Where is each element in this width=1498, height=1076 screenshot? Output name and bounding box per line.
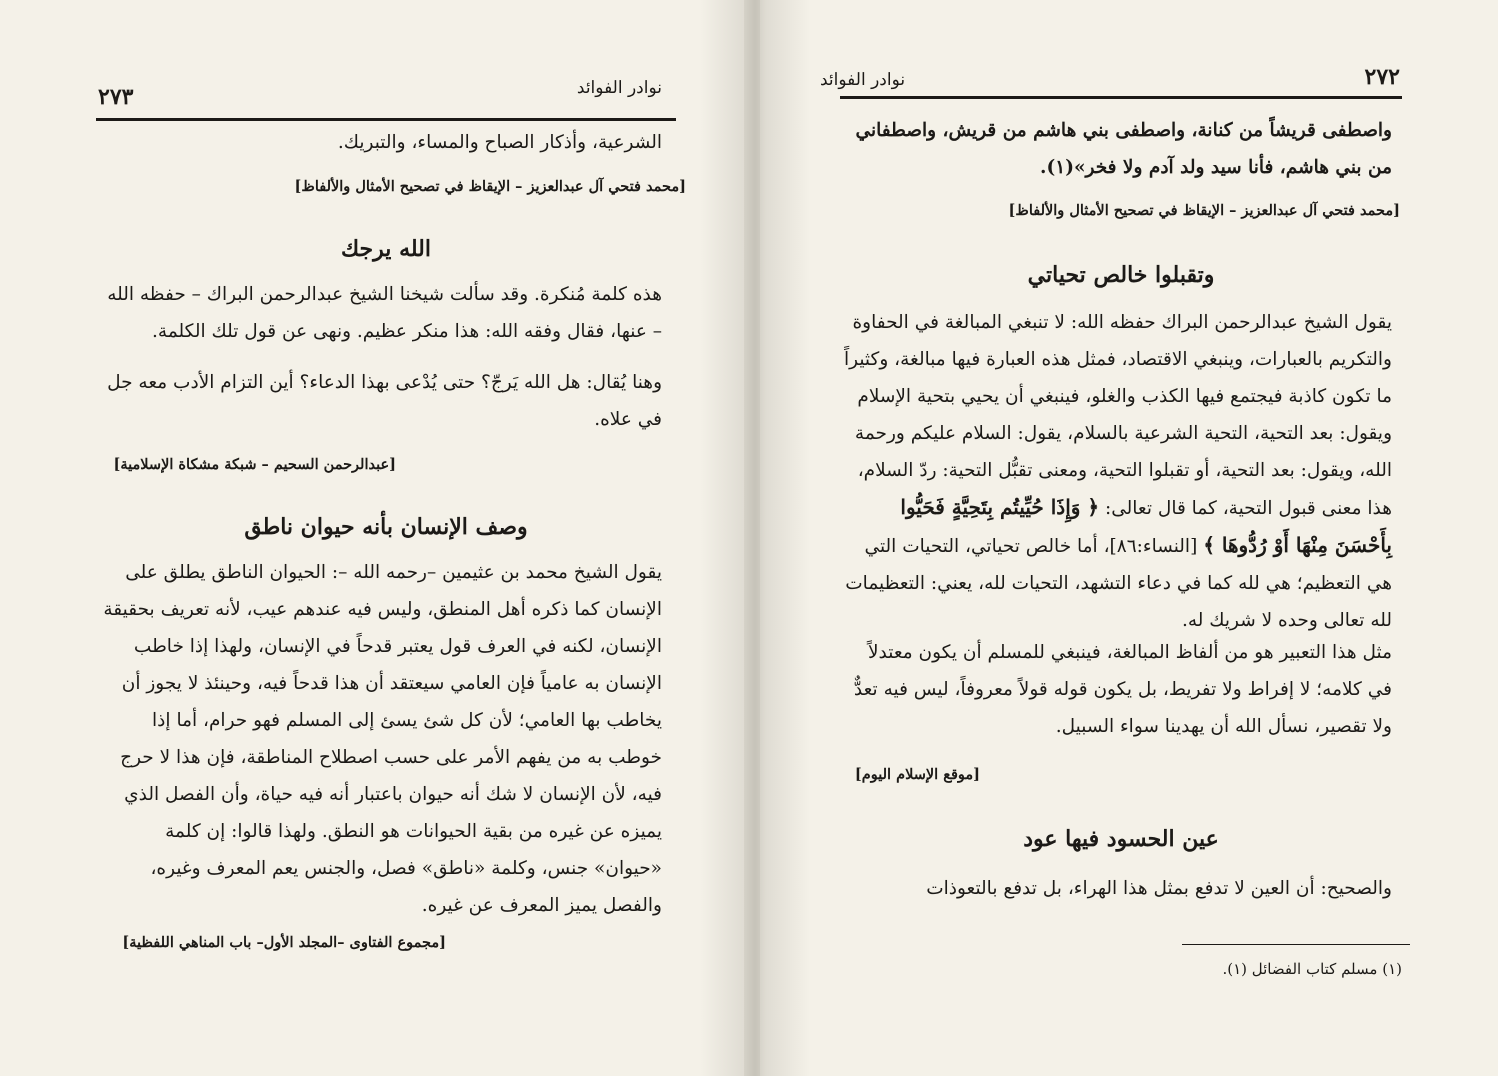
page-number: ٢٧٣ xyxy=(98,84,134,110)
running-header: نوادر الفوائد xyxy=(820,70,906,90)
paragraph: يقول الشيخ محمد بن عثيمين –رحمه الله –: الحيوان الناطق يطلق على الإنسان كما ذكره أهل المنطق، وليس فيه عندهم عيب، لأنه تعريف بحقيقة الإنسان، لكنه في العرف قول يعتبر قدحاً في الإنسان، ولهذا إذا خاطب الإنسان به عامياً فإن العامي سيعتقد أن هذا قدحاً فيه، وحينئذ لا يجوز أن يخاطب بها العامي؛ لأن كل شئ يسئ إلى المسلم فهو حرام، أما إذا خوطب به من يفهم الأمر على حسب اصطلاح المناطقة، فإن هذا لا حرج فيه، لأن الإنسان لا شك أنه حيوان باعتبار أنه فيه حياة، وأن الفصل الذي يميزه عن غيره من بقية الحيوانات هو النطق. ولهذا قالوا: إن كلمة «حيوان» جنس، وكلمة «ناطق» فصل، والجنس يعم المعرف وغيره، والفصل يميز المعرف عن غيره. xyxy=(103,562,662,916)
paragraph-text: [النساء:٨٦]، أما خالص تحياتي، التحيات التي هي التعظيم؛ هي لله كما في دعاء التشهد، التحيات لله، يعني: التعظيمات لله تعالى وحده لا شريك له. xyxy=(845,536,1392,631)
section-heading: وصف الإنسان بأنه حيوان ناطق xyxy=(244,514,528,540)
header-rule xyxy=(96,118,676,121)
intro-paragraph: الشرعية، وأذكار الصباح والمساء، والتبريك. xyxy=(337,132,662,153)
paragraph: هذه كلمة مُنكرة. وقد سألت شيخنا الشيخ عبدالرحمن البراك – حفظه الله – عنها، فقال وفقه الله: هذا منكر عظيم. ونهى عن قول تلك الكلمة. xyxy=(107,284,662,342)
quran-verse: ﴿ وَإِذَا حُيِّيتُم بِتَحِيَّةٍ فَحَيُّوا بِأَحْسَنَ مِنْهَا أَوْ رُدُّوهَا ﴾ xyxy=(900,495,1392,557)
hadith-text: واصطفى قريشاً من كنانة، واصطفى بني هاشم من قريش، واصطفاني من بني هاشم، فأنا سيد ولد آدم ولا فخر»(١). xyxy=(855,120,1392,178)
section-heading: الله يرجك xyxy=(341,236,431,262)
section-source: [مجموع الفتاوى –المجلد الأول– باب المناهي اللفظية] xyxy=(122,934,446,951)
section-source: [عبدالرحمن السحيم – شبكة مشكاة الإسلامية] xyxy=(113,456,396,473)
section-source: [موقع الإسلام اليوم] xyxy=(854,766,980,783)
intro-source: [محمد فتحي آل عبدالعزيز – الإيقاظ في تصحيح الأمثال والألفاظ] xyxy=(294,178,686,195)
paragraph: والصحيح: أن العين لا تدفع بمثل هذا الهراء، بل تدفع بالتعوذات xyxy=(926,878,1392,899)
footnote: (١) مسلم كتاب الفضائل (١). xyxy=(1222,960,1402,978)
section-heading: عين الحسود فيها عود xyxy=(1023,826,1219,852)
left-page xyxy=(0,0,744,1076)
section-heading: وتقبلوا خالص تحياتي xyxy=(1027,262,1215,288)
paragraph-text: يقول الشيخ عبدالرحمن البراك حفظه الله: لا تنبغي المبالغة في الحفاوة والتكريم بالعبارات، وينبغي الاقتصاد، فمثل هذه العبارة فيها مبالغة، وكثيراً ما تكون كاذبة فيجتمع فيها الكذب والغلو، فينبغي أن يحيي بتحية الإسلام ويقول: بعد التحية، التحية الشرعية بالسلام، يقول: السلام عليكم ورحمة الله، ويقول: بعد التحية، أو تقبلوا التحية، ومعنى تقبُّل التحية: ردّ السلام، هذا معنى قبول التحية، كما قال تعالى: xyxy=(844,312,1392,519)
header-rule xyxy=(840,96,1402,99)
hadith-source: [محمد فتحي آل عبدالعزيز – الإيقاظ في تصحيح الأمثال والألفاظ] xyxy=(1008,202,1400,219)
paragraph: وهنا يُقال: هل الله يَرجّ؟ حتى يُدْعى بهذا الدعاء؟ أين التزام الأدب معه جل في علاه. xyxy=(107,372,662,430)
paragraph xyxy=(840,304,1392,639)
running-header: نوادر الفوائد xyxy=(576,78,662,98)
paragraph: مثل هذا التعبير هو من ألفاظ المبالغة، فينبغي للمسلم أن يكون معتدلاً في كلامه؛ لا إفراط ولا تفريط، بل يكون قوله قولاً معروفاً، ليس فيه تعدٌّ ولا تقصير، نسأل الله أن يهدينا سواء السبيل. xyxy=(853,642,1392,737)
page-number: ٢٧٢ xyxy=(1364,64,1400,90)
book-gutter xyxy=(700,0,810,1076)
footnote-rule xyxy=(1182,944,1410,945)
right-page xyxy=(760,0,1498,1076)
